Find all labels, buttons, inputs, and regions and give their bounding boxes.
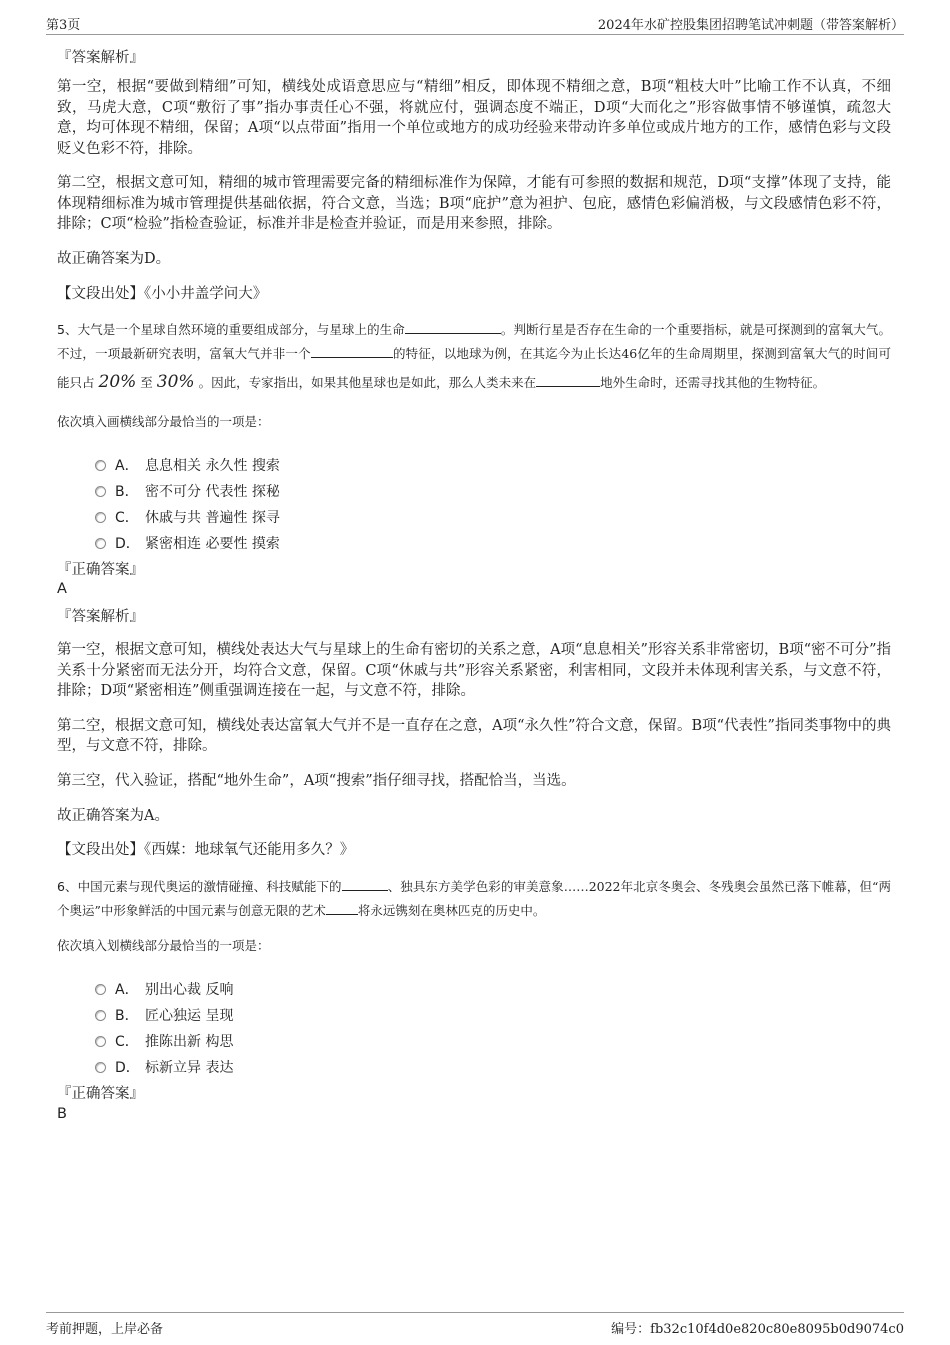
analysis-label: 『答案解析』	[57, 50, 144, 66]
radio-icon[interactable]	[95, 486, 106, 497]
source-citation: 【文段出处】《西媒：地球氧气还能用多久？》	[57, 842, 355, 859]
option-c[interactable]: C． 休戚与共 普遍性 探寻	[95, 504, 891, 530]
correct-answer-label: 『正确答案』	[57, 1086, 144, 1103]
question-instruction: 依次填入画横线部分最恰当的一项是：	[57, 414, 270, 429]
radio-icon[interactable]	[95, 984, 106, 995]
radio-icon[interactable]	[95, 1062, 106, 1073]
radio-icon[interactable]	[95, 512, 106, 523]
radio-icon[interactable]	[95, 1010, 106, 1021]
percent-value: 20%	[98, 371, 137, 392]
question-number: 5、	[57, 322, 78, 338]
fill-blank	[326, 902, 358, 915]
conclusion: 故正确答案为D。	[57, 251, 171, 268]
option-c[interactable]: C． 推陈出新 构思	[95, 1028, 891, 1054]
conclusion: 故正确答案为A。	[57, 807, 169, 824]
correct-answer: B	[57, 1105, 67, 1122]
question-5-stem: 5、大气是一个星球自然环境的重要组成部分，与星球上的生命 。判断行星是否存在生命的一个重要指标，就是可探测到的富氧大气。不过，一项最新研究表明，富氧大气并非一个 的特征，以地球为例，在其迄今为止长达46亿年的生命周期里，探测到富氧大气的时间可能只占 20% 至 30% 。因此，专家指出，如果其他星球也是如此，那么人类未来在 地外生命时，还需寻找其他的生物特征。	[57, 322, 891, 392]
option-b[interactable]: B． 匠心独运 呈现	[95, 1002, 891, 1028]
analysis-paragraph: 第三空，代入验证，搭配“地外生命”，A项“搜索”指仔细寻找，搭配恰当，当选。	[57, 773, 576, 790]
document-title: 2024年水矿控股集团招聘笔试冲刺题（带答案解析）	[597, 18, 904, 33]
correct-answer: A	[57, 581, 67, 598]
radio-icon[interactable]	[95, 460, 106, 471]
page-content	[57, 46, 891, 1129]
option-a[interactable]: A． 别出心裁 反响	[95, 976, 891, 1002]
percent-value: 30%	[156, 371, 195, 392]
option-a[interactable]: A． 息息相关 永久性 搜索	[95, 452, 891, 478]
option-d[interactable]: D． 标新立异 表达	[95, 1054, 891, 1080]
analysis-label: 『答案解析』	[57, 609, 144, 626]
page-header	[46, 14, 904, 35]
question-number: 6、	[57, 878, 78, 894]
correct-answer-label: 『正确答案』	[57, 562, 144, 578]
footer-slogan: 考前押题，上岸必备	[46, 1322, 164, 1337]
page-footer	[46, 1312, 904, 1335]
fill-blank	[405, 321, 501, 334]
fill-blank	[342, 878, 388, 891]
radio-icon[interactable]	[95, 1036, 106, 1047]
document-id: 编号：fb32c10f4d0e820c80e8095b0d9074c0	[611, 1322, 904, 1337]
analysis-paragraph: 第一空，根据文意可知，横线处表达大气与星球上的生命有密切的关系之意，A项“息息相关”形容关系非常密切，B项“密不可分”指关系十分紧密而无法分开，均符合文意，保留。C项“休戚与共”形容关系紧密，利害相同，文段并未体现利害关系，与文意不符，排除；D项“紧密相连”侧重强调连接在一起，与文意不符，排除。	[57, 642, 891, 700]
question-5-options	[95, 452, 891, 556]
question-instruction: 依次填入划横线部分最恰当的一项是：	[57, 938, 270, 954]
option-b[interactable]: B． 密不可分 代表性 探秘	[95, 478, 891, 504]
analysis-paragraph: 第二空，根据文意可知，精细的城市管理需要完备的精细标准作为保障，才能有可参照的数据和规范，D项“支撑”体现了支持，能体现精细标准为城市管理提供基础依据，符合文意，当选；B项“庇护”意为袒护、包庇，感情色彩偏消极，与文段感情色彩不符，排除；C项“检验”指检查验证，标准并非是检查并验证，而是用来参照，排除。	[57, 175, 891, 233]
page-number: 第3页	[46, 18, 81, 33]
analysis-paragraph: 第二空，根据文意可知，横线处表达富氧大气并不是一直存在之意，A项“永久性”符合文意，保留。B项“代表性”指同类事物中的典型，与文意不符，排除。	[57, 717, 891, 755]
fill-blank	[311, 345, 393, 358]
option-d[interactable]: D． 紧密相连 必要性 摸索	[95, 530, 891, 556]
question-6-stem: 6、中国元素与现代奥运的激情碰撞、科技赋能下的 、独具东方美学色彩的审美意象……2022年北京冬奥会、冬残奥会虽然已落下帷幕，但“两个奥运”中形象鲜活的中国元素与创意无限的艺术 将永远镌刻在奥林匹克的历史中。	[57, 878, 891, 918]
analysis-paragraph: 第一空，根据“要做到精细”可知，横线处成语意思应与“精细”相反，即体现不精细之意，B项“粗枝大叶”比喻工作不认真，不细致，马虎大意，C项“敷衍了事”指办事责任心不强，将就应付，强调态度不端正，D项“大而化之”形容做事情不够谨慎，疏忽大意，均可体现不精细，保留；A项“以点带面”指用一个单位或地方的成功经验来带动许多单位或成片地方的工作，感情色彩与文段贬义色彩不符，排除。	[57, 79, 891, 157]
source-citation: 【文段出处】《小小井盖学问大》	[57, 285, 268, 302]
question-6-options	[95, 976, 891, 1080]
radio-icon[interactable]	[95, 538, 106, 549]
fill-blank	[536, 374, 600, 387]
